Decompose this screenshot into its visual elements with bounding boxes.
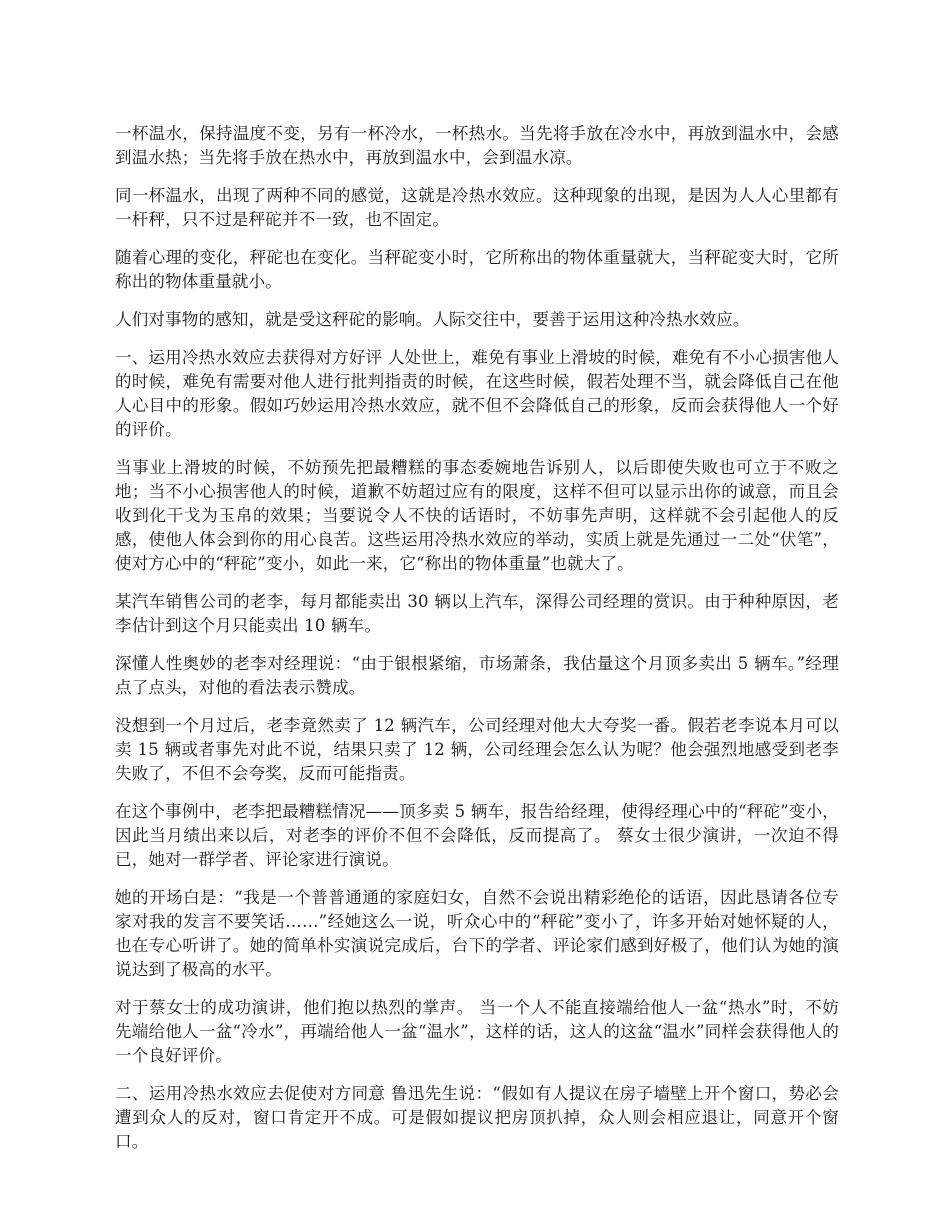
paragraph: 在这个事例中，老李把最糟糕情况——顶多卖 5 辆车，报告给经理，使得经理心中的“秤砣”变小，因此当月绩出来以后，对老李的评价不但不会降低，反而提高了。 蔡女士很少演讲，一次迫不得已，她对一群学者、评论家进行演说。 (115, 802, 839, 869)
paragraph: 同一杯温水，出现了两种不同的感觉，这就是冷热水效应。这种现象的出现，是因为人人心里都有一杆秤，只不过是秤砣并不一致，也不固定。 (115, 186, 839, 229)
paragraph: 一杯温水，保持温度不变，另有一杯冷水，一杯热水。当先将手放在冷水中，再放到温水中，会感到温水热；当先将手放在热水中，再放到温水中，会到温水凉。 (115, 124, 839, 167)
paragraph: 对于蔡女士的成功演讲，他们抱以热烈的掌声。 当一个人不能直接端给他人一盆“热水”时，不妨先端给他人一盆“冷水”，再端给他人一盆“温水”，这样的话，这人的这盆“温水”同样会获得他人的一个良好评价。 (115, 998, 839, 1065)
document-page (115, 122, 839, 1168)
paragraph: 她的开场白是：“我是一个普普通通的家庭妇女，自然不会说出精彩绝伦的话语，因此恳请各位专家对我的发言不要笑话……”经她这么一说，听众心中的“秤砣”变小了，许多开始对她怀疑的人，也在专心听讲了。她的简单朴实演说完成后，台下的学者、评论家们感到好极了，他们认为她的演说达到了极高的水平。 (115, 888, 839, 979)
paragraph: 没想到一个月过后，老李竟然卖了 12 辆汽车，公司经理对他大大夸奖一番。假若老李说本月可以卖 15 辆或者事先对此不说，结果只卖了 12 辆，公司经理会怎么认为呢？他会强烈地感受到老李失败了，不但不会夸奖，反而可能指责。 (115, 716, 839, 783)
paragraph: 随着心理的变化，秤砣也在变化。当秤砣变小时，它所称出的物体重量就大，当秤砣变大时，它所称出的物体重量就小。 (115, 248, 839, 291)
paragraph: 某汽车销售公司的老李，每月都能卖出 30 辆以上汽车，深得公司经理的赏识。由于种种原因，老李估计到这个月只能卖出 10 辆车。 (115, 592, 839, 635)
paragraph: 人们对事物的感知，就是受这秤砣的影响。人际交往中，要善于运用这种冷热水效应。 (115, 310, 750, 329)
paragraph: 深懂人性奥妙的老李对经理说：“由于银根紧缩，市场萧条，我估量这个月顶多卖出 5 辆车。”经理点了点头，对他的看法表示赞成。 (115, 654, 839, 697)
paragraph: 一、运用冷热水效应去获得对方好评 人处世上，难免有事业上滑坡的时候，难免有不小心损害他人的时候，难免有需要对他人进行批判指责的时候，在这些时候，假若处理不当，就会降低自己在他人心目中的形象。假如巧妙运用冷热水效应，就不但不会降低自己的形象，反而会获得他人一个好的评价。 (115, 348, 839, 439)
paragraph: 二、运用冷热水效应去促使对方同意 鲁迅先生说：“假如有人提议在房子墙壁上开个窗口，势必会遭到众人的反对，窗口肯定开不成。可是假如提议把房顶扒掉，众人则会相应退让，同意开个窗口。 (115, 1084, 839, 1151)
paragraph: 当事业上滑坡的时候，不妨预先把最糟糕的事态委婉地告诉别人，以后即使失败也可立于不败之地；当不小心损害他人的时候，道歉不妨超过应有的限度，这样不但可以显示出你的诚意，而且会收到化干戈为玉帛的效果；当要说令人不快的话语时，不妨事先声明，这样就不会引起他人的反感，使他人体会到你的用心良苦。这些运用冷热水效应的举动，实质上就是先通过一二处“伏笔”，使对方心中的“秤砣”变小，如此一来，它“称出的物体重量”也就大了。 (115, 458, 839, 573)
